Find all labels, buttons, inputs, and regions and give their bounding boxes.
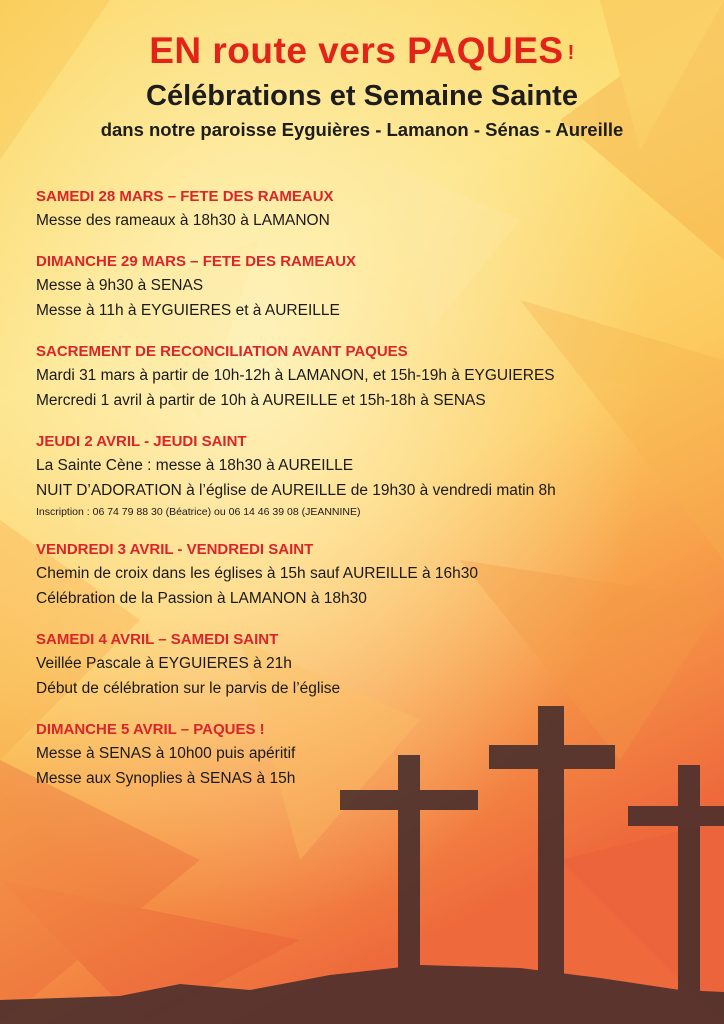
poster-title [0,30,724,72]
title-exclamation: ! [567,42,575,64]
section-rameaux-dimanche [36,250,696,323]
section-heading: SAMEDI 28 MARS – FETE DES RAMEAUX [36,188,334,205]
section-rameaux-samedi [36,185,696,233]
schedule-line: Mercredi 1 avril à partir de 10h à AUREILLE et 15h-18h à SENAS [36,392,486,409]
schedule-line: Messe à 11h à EYGUIERES et à AUREILLE [36,302,340,319]
parish-line: dans notre paroisse Eyguières - Lamanon - Sénas - Aureille [100,119,624,140]
section-jeudi-saint [36,430,696,521]
schedule-line: Mardi 31 mars à partir de 10h-12h à LAMANON, et 15h-19h à EYGUIERES [36,367,555,384]
section-heading: DIMANCHE 5 AVRIL – PAQUES ! [36,721,265,738]
schedule-line: Veillée Pascale à EYGUIERES à 21h [36,655,292,672]
section-paques [36,718,696,791]
section-samedi-saint [36,628,696,701]
section-heading: JEUDI 2 AVRIL - JEUDI SAINT [36,433,247,450]
section-heading: SAMEDI 4 AVRIL – SAMEDI SAINT [36,631,279,648]
inscription-note: Inscription : 06 74 79 88 30 (Béatrice) ou 06 14 46 39 08 (JEANNINE) [36,506,361,518]
section-heading: SACREMENT DE RECONCILIATION AVANT PAQUES [36,343,408,360]
schedule-line: Messe à SENAS à 10h00 puis apéritif [36,745,296,762]
schedule-line: Messe aux Synoplies à SENAS à 15h [36,770,296,787]
schedule [36,185,696,808]
schedule-line: Célébration de la Passion à LAMANON à 18h30 [36,590,367,607]
poster-subtitle: Célébrations et Semaine Sainte [146,80,578,112]
schedule-line: La Sainte Cène : messe à 18h30 à AUREILLE [36,457,354,474]
schedule-line: Chemin de croix dans les églises à 15h sauf AUREILLE à 16h30 [36,565,479,582]
schedule-line: NUIT D’ADORATION à l’église de AUREILLE de 19h30 à vendredi matin 8h [36,482,556,499]
section-vendredi-saint [36,538,696,611]
schedule-line: Messe à 9h30 à SENAS [36,277,204,294]
schedule-line: Début de célébration sur le parvis de l’église [36,680,341,697]
title-text: EN route vers PAQUES [149,30,564,71]
schedule-line: Messe des rameaux à 18h30 à LAMANON [36,212,330,229]
section-heading: VENDREDI 3 AVRIL - VENDREDI SAINT [36,541,314,558]
section-reconciliation [36,340,696,413]
section-heading: DIMANCHE 29 MARS – FETE DES RAMEAUX [36,253,357,270]
